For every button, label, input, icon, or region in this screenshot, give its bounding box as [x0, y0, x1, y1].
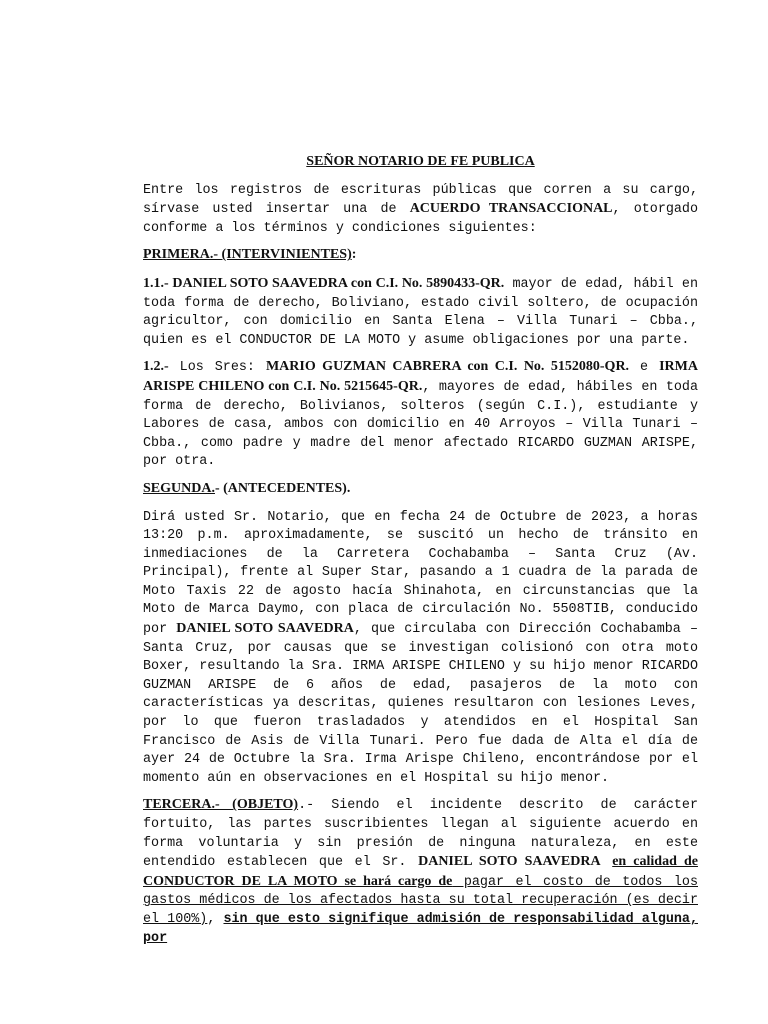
clause-1-2-number: 1.2.- [143, 359, 169, 375]
tercera-underlined-bold-a: en calidad de CONDUCTOR DE LA MOTO se hará cargo de [143, 854, 698, 889]
tercera-underlined-b: pagar el costo de todos los gastos médicos de los afectados hasta su total recuperación (es decir el 100%) [143, 874, 698, 927]
clause-1-1-number: 1.1.- [143, 275, 173, 291]
antecedentes-paragraph [143, 509, 698, 789]
intro-bold-term: ACUERDO TRANSACCIONAL [409, 201, 613, 217]
tercera-label: TERCERA.- (OBJETO) [143, 797, 299, 813]
intro-text: Entre los registros de escrituras públicas que corren a su cargo, sírvase usted insertar una de [143, 182, 698, 218]
clause-1-1-text: mayor de edad, hábil en toda forma de derecho, Boliviano, estado civil soltero, de ocupación agricultor, con domicilio en Santa Elena – Villa Tunari – Cbba., quien es el CONDUCTOR DE LA MOTO y asume obligaciones por una parte. [143, 276, 698, 348]
antecedentes-party: DANIEL SOTO SAAVEDRA [176, 621, 354, 637]
clause-1-2-text-b: e [629, 360, 660, 376]
segunda-rest: - (ANTECEDENTES). [214, 480, 351, 496]
primera-label: PRIMERA.- (INTERVINIENTES) [143, 247, 352, 263]
clause-1-2-text-a: Los Sres: [168, 360, 266, 376]
document-title: SEÑOR NOTARIO DE FE PUBLICA [306, 154, 535, 169]
tercera-party: DANIEL SOTO SAAVEDRA [418, 854, 601, 870]
tercera-space [601, 855, 613, 870]
tercera-comma: , [207, 911, 224, 927]
clause-1-1-party: DANIEL SOTO SAAVEDRA con C.I. No. 5890433-QR. [172, 275, 505, 291]
clause-1-2-party-a: MARIO GUZMAN CABRERA con C.I. No. 5152080-QR. [265, 359, 630, 375]
section-primera-heading [143, 246, 698, 266]
section-segunda-heading [143, 480, 698, 500]
antecedentes-text-a: Dirá usted Sr. Notario, que en fecha 24 de Octubre de 2023, a horas 13:20 p.m. aproximadamente, se suscitó un hecho de tránsito en inmediaciones de la Carretera Cochabamba – Santa Cruz (Av. Principal), frente al Super Star, pasando a 1 cuadra de la parada de Moto Taxis 22 de agosto hacía Shinahota, en circunstancias que la Moto de Marca Daymo, con placa de circulación No. 5508TIB, conducido por [143, 509, 698, 638]
tercera-underlined-bold-c: sin que esto signifique admisión de responsabilidad alguna, por [143, 911, 698, 946]
antecedentes-text-b: , que circulaba con Dirección Cochabamba – Santa Cruz, por causas que se investigan colisionó con otra moto Boxer, resultando la Sra. IRMA ARISPE CHILENO y su hijo menor RICARDO GUZMAN ARISPE de 6 años de edad, pasajeros de la moto con características ya descritas, quienes resultaron con lesiones Leves, por lo que fueron trasladados y atendidos en el Hospital San Francisco de Asis de Villa Tunari. Pero fue dada de Alta el día de ayer 24 de Octubre la Sra. Irma Arispe Chileno, encontrándose por el momento aún en observaciones en el Hospital su hijo menor. [143, 622, 698, 786]
tercera-paragraph [143, 796, 698, 948]
intro-paragraph [143, 182, 698, 239]
primera-suffix: : [351, 247, 357, 263]
clause-1-2 [143, 358, 698, 472]
tercera-text-a: .- Siendo el incidente descrito de carácter fortuito, las partes suscribientes llegan al siguiente acuerdo en forma voluntaria y sin presión de ninguna naturaleza, en este entendido establecen que el Sr. [143, 798, 698, 871]
segunda-label: SEGUNDA. [143, 480, 215, 496]
clause-1-2-party-b: IRMA ARISPE CHILENO con C.I. No. 5215645-QR. [143, 359, 698, 394]
clause-1-1 [143, 275, 698, 350]
document-body [143, 153, 698, 956]
intro-text-end: , otorgado conforme a los términos y condiciones siguientes: [143, 202, 699, 236]
clause-1-2-text-c: , mayores de edad, hábiles en toda forma de derecho, Bolivianos, solteros (según C.I.), estudiante y Labores de casa, ambos con domicilio en 40 Arroyos – Villa Tunari – Cbba., como padre y madre del menor afectado RICARDO GUZMAN ARISPE, por otra. [143, 379, 698, 470]
